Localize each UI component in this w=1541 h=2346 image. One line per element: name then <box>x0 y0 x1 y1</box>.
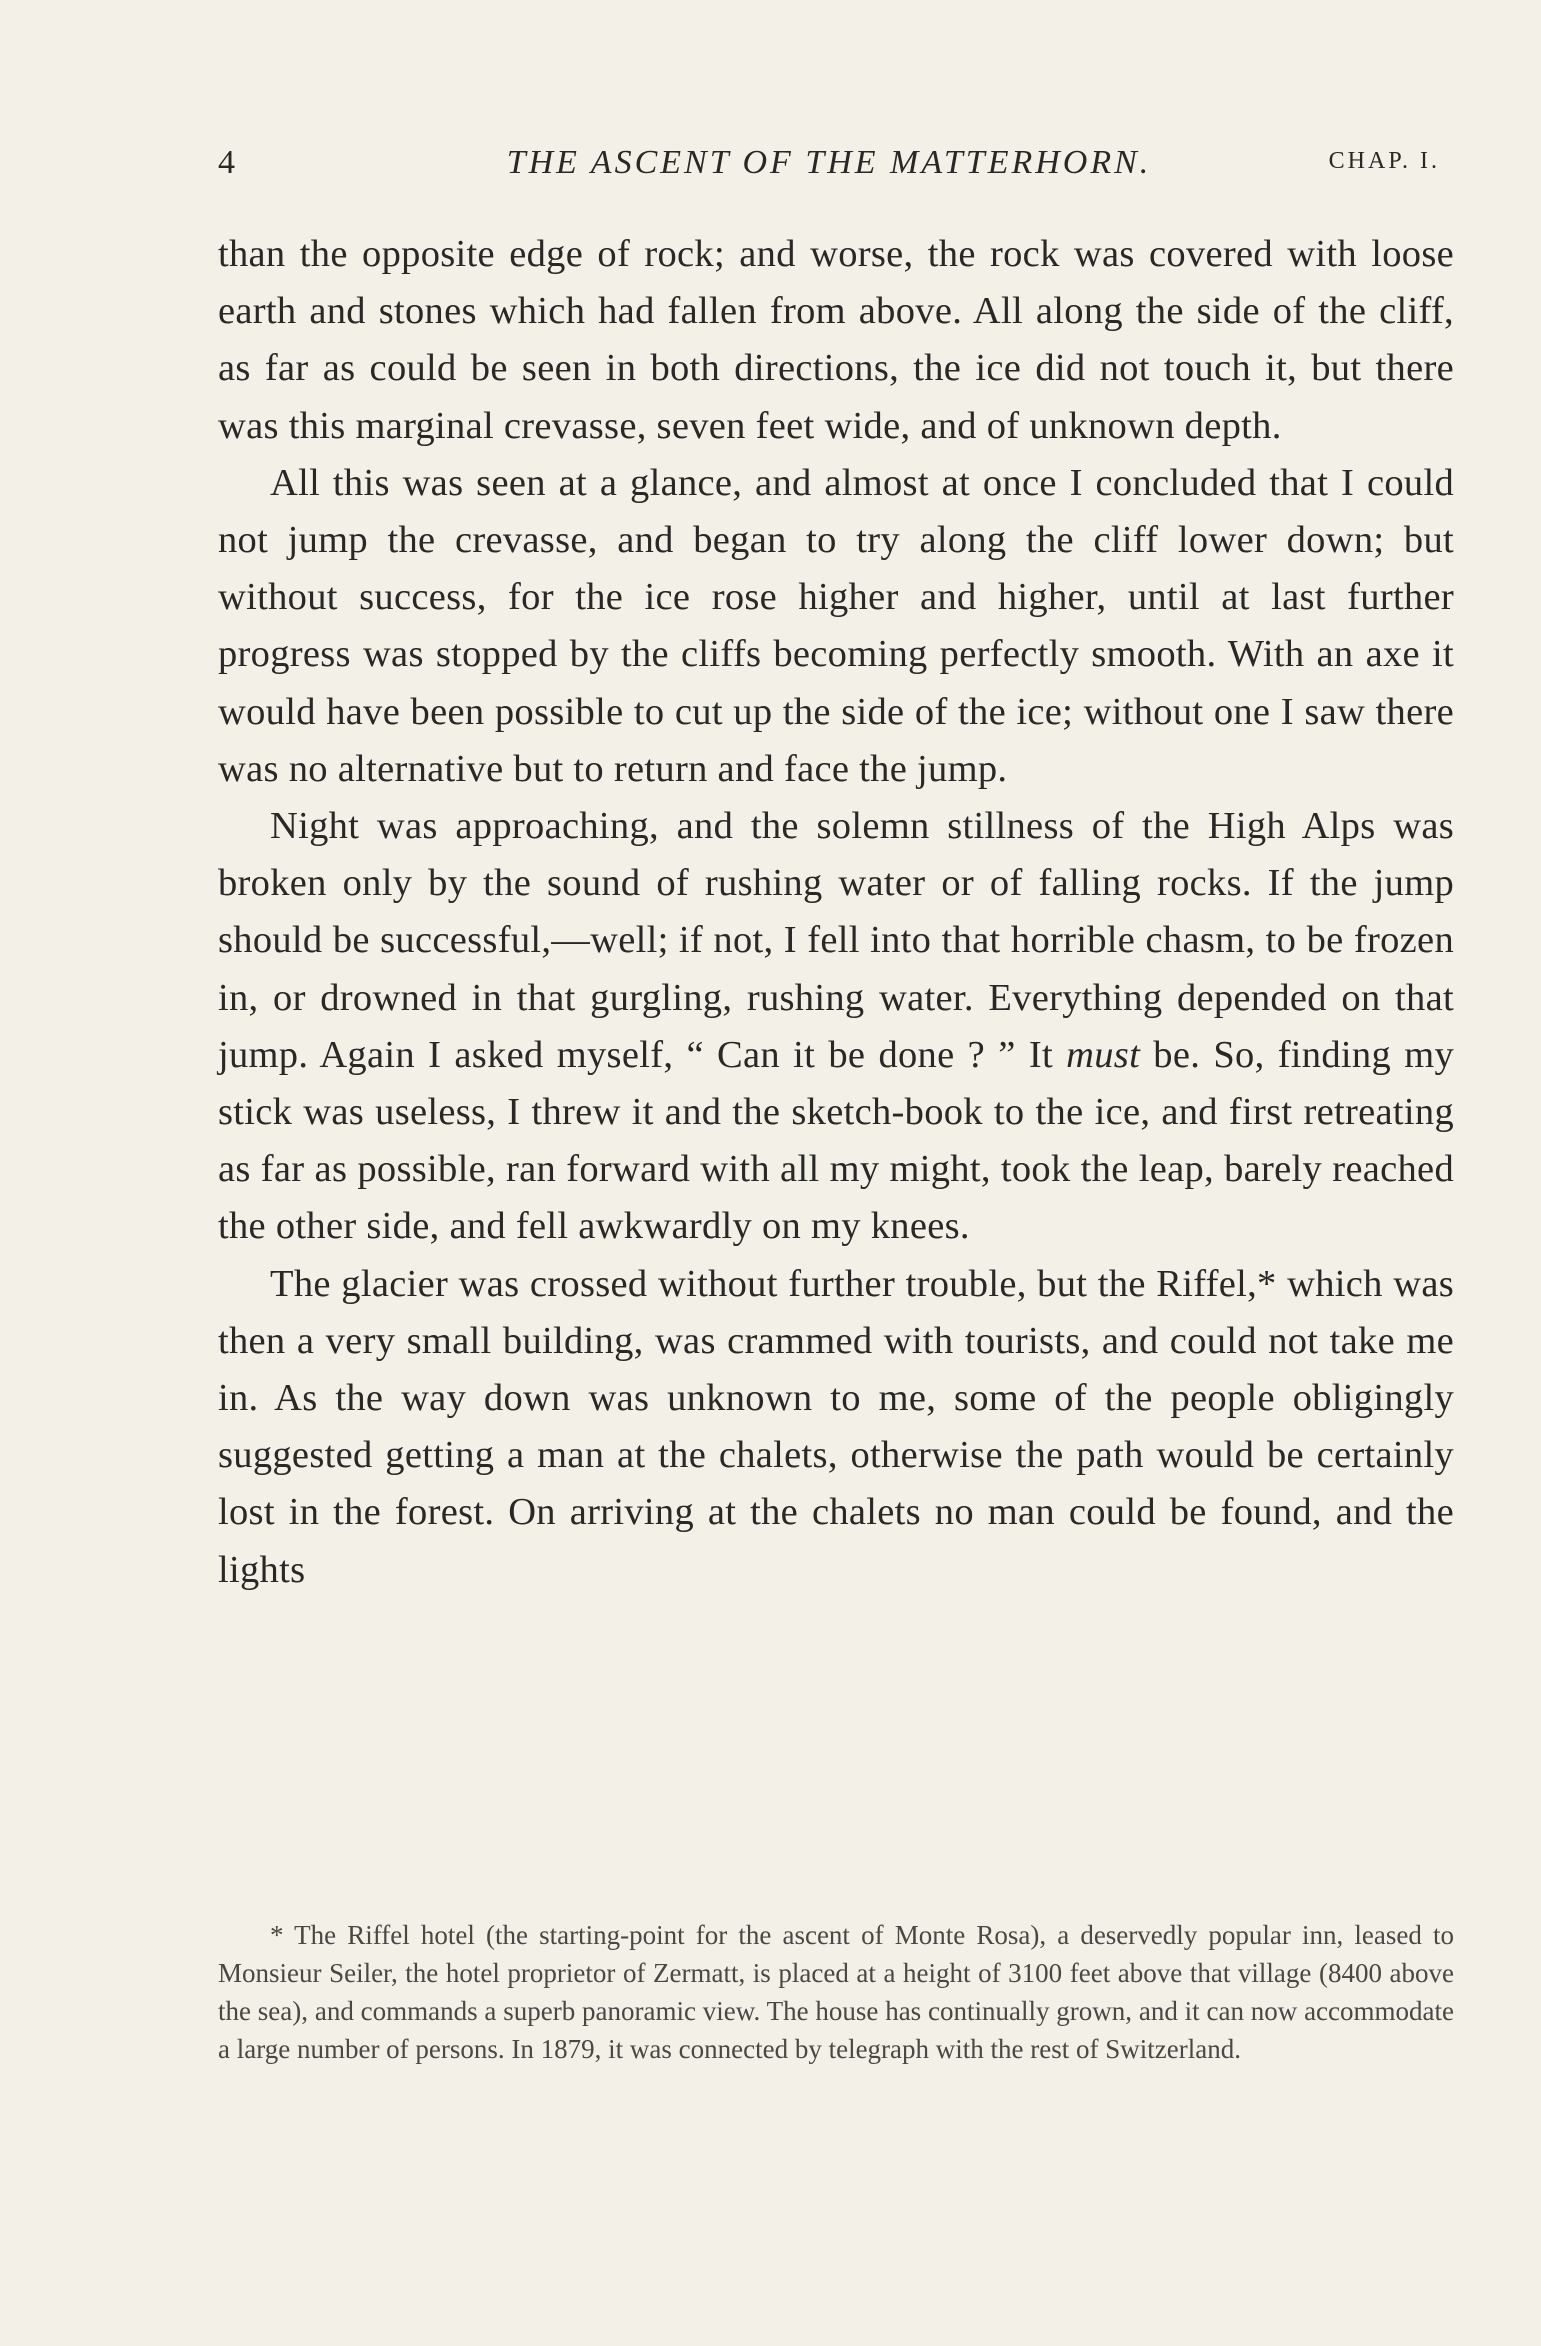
footnote <box>218 1916 1454 2068</box>
emphasis-must: must <box>1066 1033 1141 1076</box>
body-text <box>218 226 1454 1599</box>
running-head <box>218 144 1440 192</box>
paragraph-1: than the opposite edge of rock; and worse, the rock was covered with loose earth and stones which had fallen from above. All along the side of the cliff, as far as could be seen in both directions, the ice did not touch it, but there was this marginal crevasse, seven feet wide, and of unknown depth. <box>218 233 1454 447</box>
running-title: THE ASCENT OF THE MATTERHORN. <box>506 144 1152 181</box>
paragraph-4: The glacier was crossed without further trouble, but the Riffel,* which was then a very small building, was crammed with tourists, and could not take me in. As the way down was unknown to me, some of the people obligingly suggested getting a man at the chalets, otherwise the path would be certainly lost in the forest. On arriving at the chalets no man could be found, and the lights <box>218 1262 1454 1591</box>
paragraph-3-text-before: Night was approaching, and the solemn stillness of the High Alps was broken only by the sound of rushing water or of falling rocks. If the jump should be successful,—well; if not, I fell into that horrible chasm, to be frozen in, or drowned in that gurgling, rushing water. Everything depended on that jump. Again I asked myself, “ Can it be done ? ” It <box>218 805 1454 1076</box>
chapter-label: CHAP. I. <box>1328 148 1440 174</box>
paragraph-3 <box>218 798 1454 1256</box>
page-number: 4 <box>218 144 236 181</box>
footnote-text: * The Riffel hotel (the starting-point for the ascent of Monte Rosa), a deservedly popular inn, leased to Monsieur Seiler, the hotel proprietor of Zermatt, is placed at a height of 3100 feet above that village (8400 above the sea), and commands a superb panoramic view. The house has continually grown, and it can now accommodate a large number of persons. In 1879, it was connected by telegraph with the rest of Switzerland. <box>218 1920 1454 2064</box>
paragraph-2: All this was seen at a glance, and almost at once I concluded that I could not jump the crevasse, and began to try along the cliff lower down; but without success, for the ice rose higher and higher, until at last further progress was stopped by the cliffs becoming perfectly smooth. With an axe it would have been possible to cut up the side of the ice; without one I saw there was no alternative but to return and face the jump. <box>218 461 1454 790</box>
paragraph-3-text-after: be. So, finding my stick was useless, I threw it and the sketch-book to the ice, and first retreating as far as possible, ran forward with all my might, took the leap, barely reached the other side, and fell awkwardly on my knees. <box>218 1033 1454 1248</box>
